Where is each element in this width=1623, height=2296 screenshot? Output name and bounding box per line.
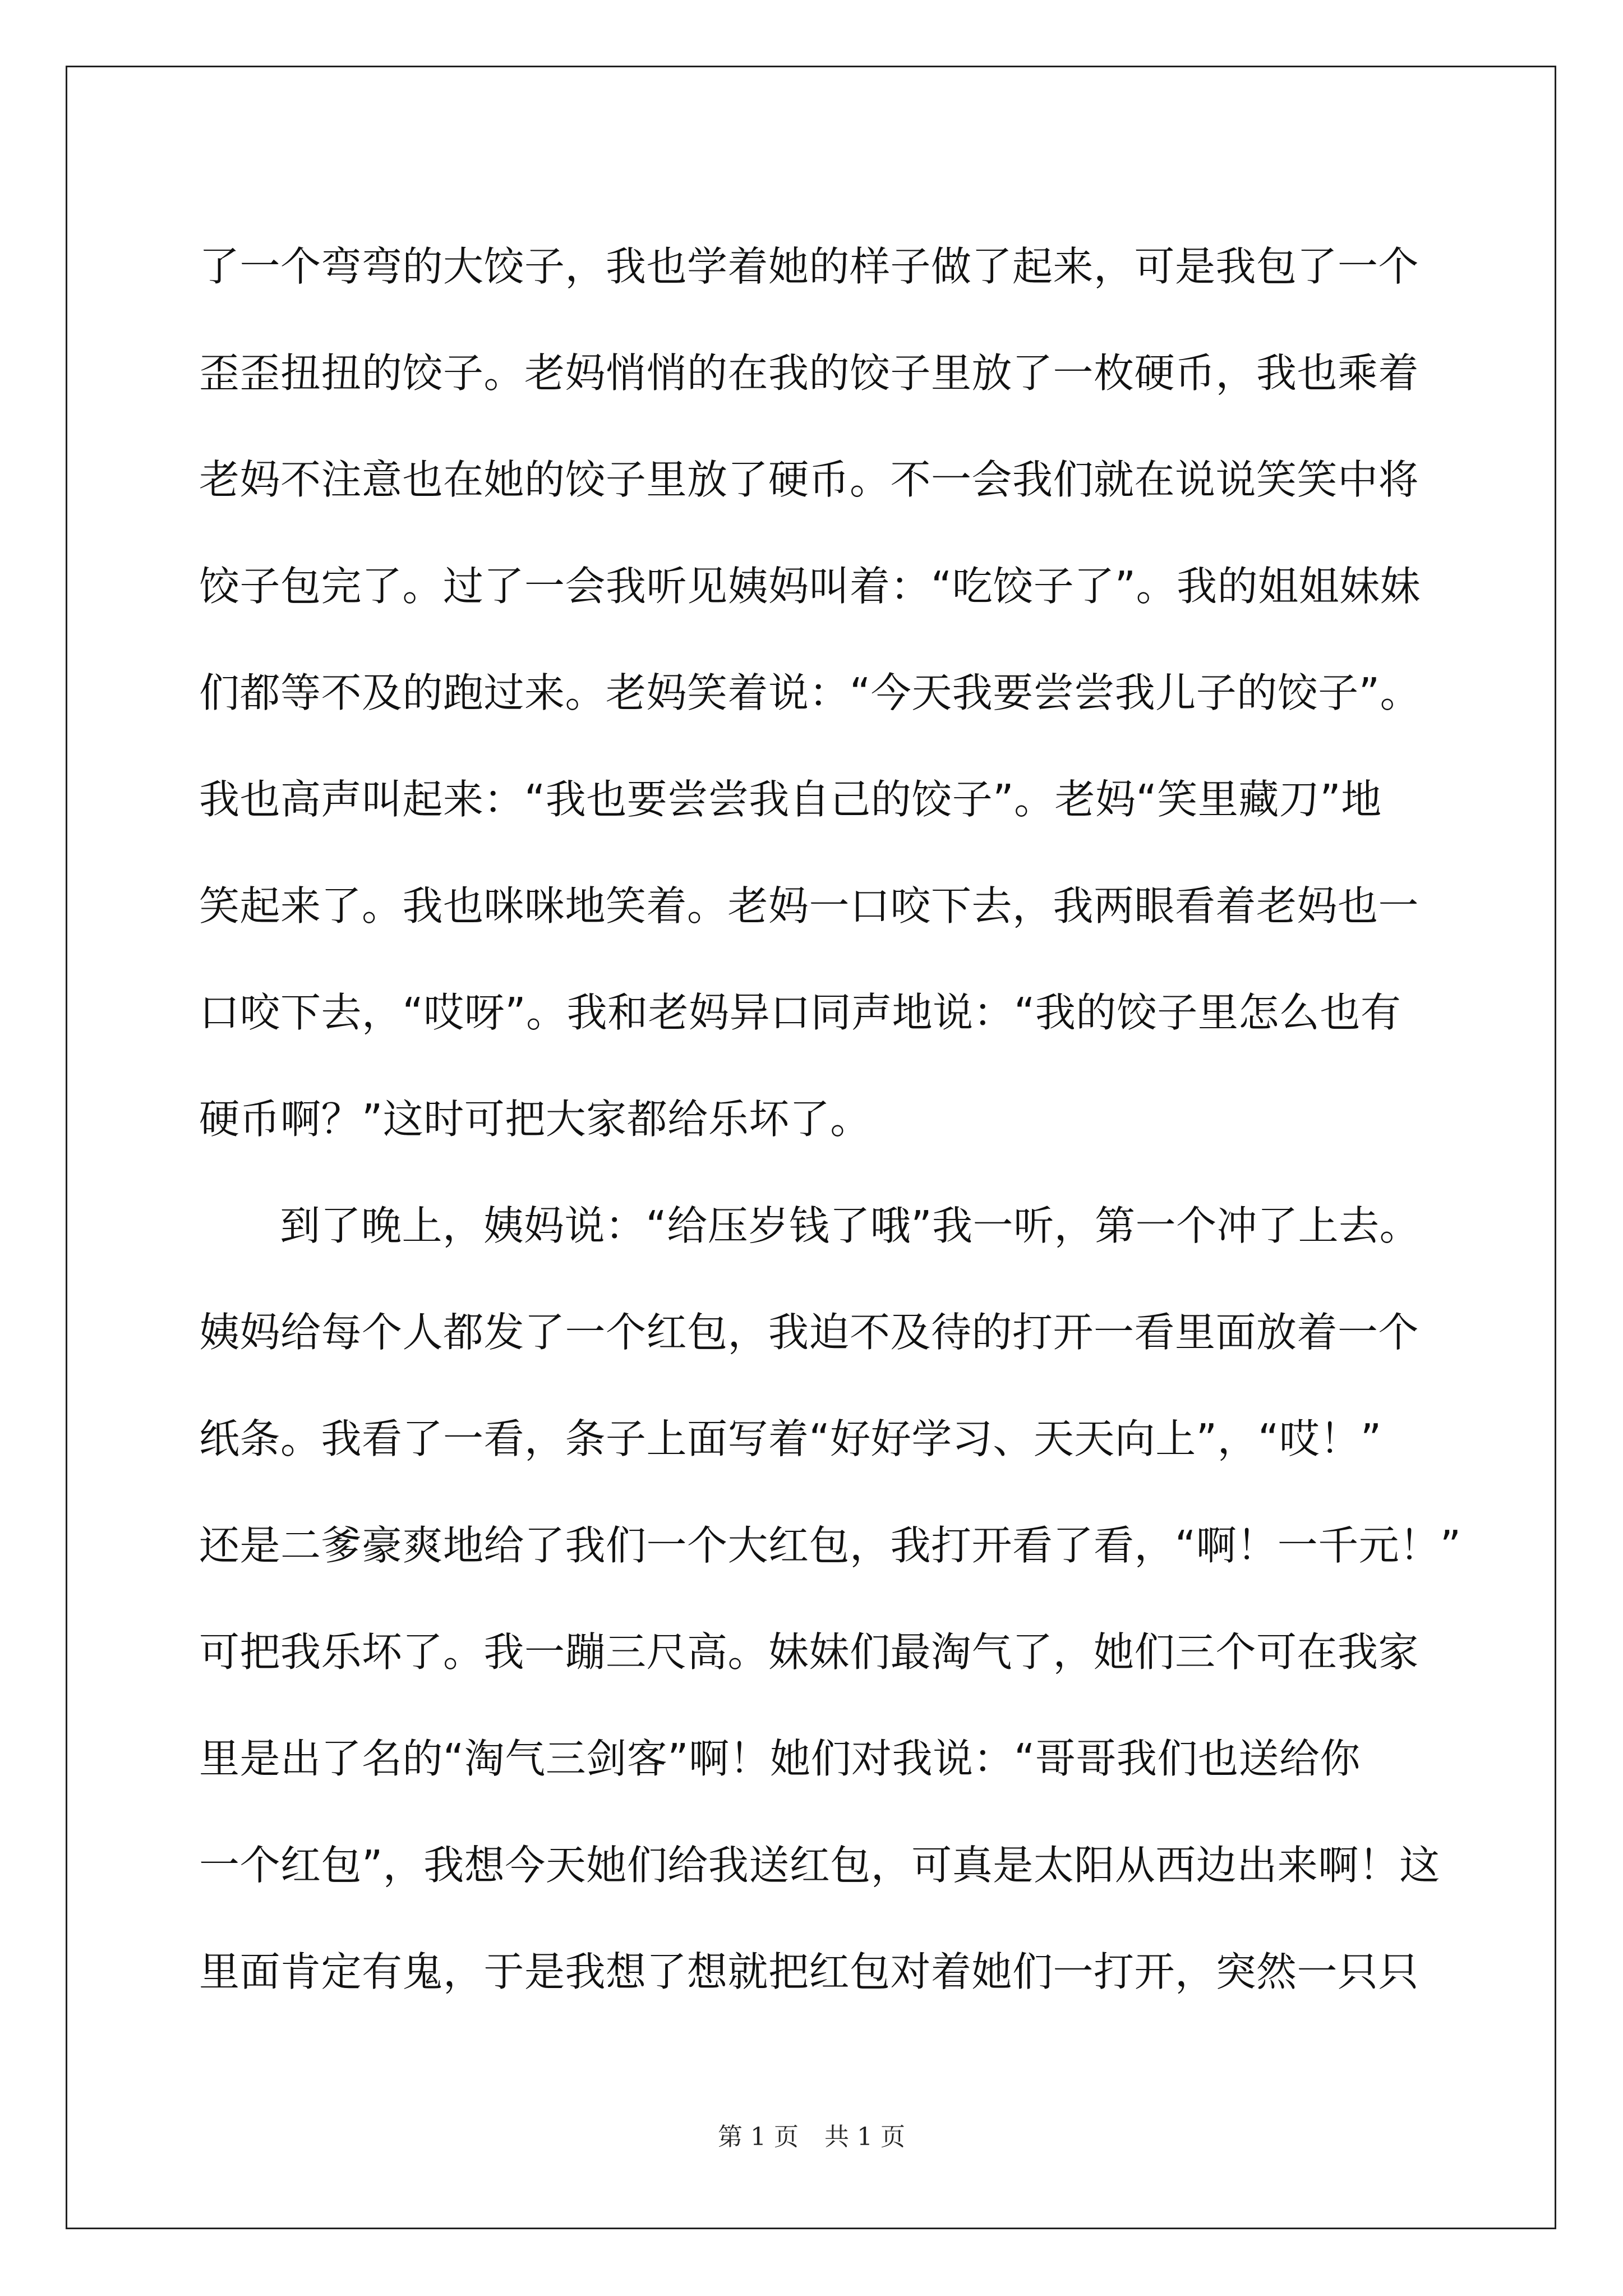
text-line-9: 硬币啊？”这时可把大家都给乐坏了。 [199, 1096, 871, 1143]
text-line-5: 们都等不及的跑过来。老妈笑着说：“今天我要尝尝我儿子的饺子”。 [199, 669, 1421, 716]
text-line-11: 姨妈给每个人都发了一个红包，我迫不及待的打开一看里面放着一个 [199, 1309, 1419, 1356]
document-body [199, 213, 1506, 2025]
page-total: 共 1 页 [824, 2123, 905, 2151]
text-line-15: 里是出了名的“淘气三剑客”啊！她们对我说：“哥哥我们也送给你 [199, 1735, 1361, 1782]
text-line-13: 还是二爹豪爽地给了我们一个大红包，我打开看了看，“啊！一千元！” [199, 1522, 1461, 1569]
text-line-2: 歪歪扭扭的饺子。老妈悄悄的在我的饺子里放了一枚硬币，我也乘着 [199, 349, 1419, 397]
text-line-12: 纸条。我看了一看，条子上面写着“好好学习、天天向上”，“哎！” [199, 1415, 1382, 1462]
page-footer [0, 2120, 1623, 2154]
text-line-14: 可把我乐坏了。我一蹦三尺高。妹妹们最淘气了，她们三个可在我家 [199, 1628, 1419, 1676]
text-line-17: 里面肯定有鬼，于是我想了想就把红包对着她们一打开，突然一只只 [199, 1948, 1419, 1995]
text-line-6: 我也高声叫起来：“我也要尝尝我自己的饺子”。老妈“笑里藏刀”地 [199, 776, 1382, 823]
text-line-10: 到了晚上，姨妈说：“给压岁钱了哦”我一听，第一个冲了上去。 [280, 1202, 1421, 1249]
text-line-8: 口咬下去，“哎呀”。我和老妈异口同声地说：“我的饺子里怎么也有 [199, 989, 1401, 1036]
text-line-16: 一个红包”，我想今天她们给我送红包，可真是太阳从西边出来啊！这 [199, 1842, 1440, 1889]
page-number: 第 1 页 [718, 2123, 799, 2151]
text-line-4: 饺子包完了。过了一会我听见姨妈叫着：“吃饺子了”。我的姐姐妹妹 [199, 563, 1421, 610]
text-line-1: 了一个弯弯的大饺子，我也学着她的样子做了起来，可是我包了一个 [199, 243, 1419, 290]
text-line-3: 老妈不注意也在她的饺子里放了硬币。不一会我们就在说说笑笑中将 [199, 456, 1419, 503]
text-line-7: 笑起来了。我也咪咪地笑着。老妈一口咬下去，我两眼看着老妈也一 [199, 882, 1419, 930]
